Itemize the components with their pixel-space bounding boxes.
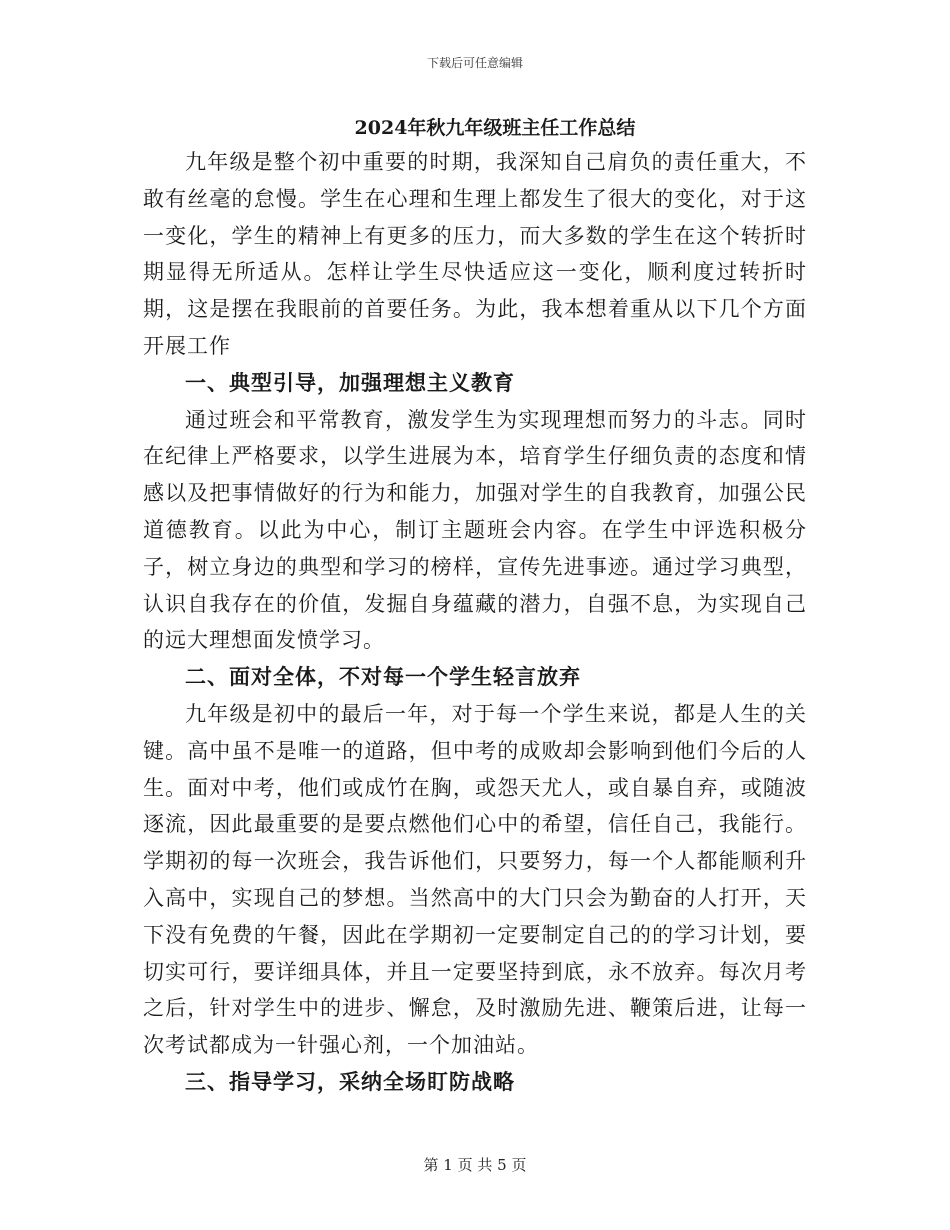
page-number: 第 1 页 共 5 页 — [423, 1156, 527, 1174]
section-3-heading: 三、指导学习，采纳全场盯防战略 — [185, 1068, 515, 1094]
header-note: 下载后可任意编辑 — [426, 56, 523, 70]
section-1-heading: 一、典型引导，加强理想主义教育 — [185, 369, 515, 395]
section-1-paragraph: 通过班会和平常教育，激发学生为实现理想而努力的斗志。同时在纪律上严格要求，以学生进展为本，培育学生仔细负责的态度和情感以及把事情做好的行为和能力，加强对学生的自我教育，加强公民道德教育。以此为中心，制订主题班会内容。在学生中评选积极分子，树立身边的典型和学习的榜样，宣传先进事迹。通过学习典型，认识自我存在的价值，发掘自身蕴藏的潜力，自强不息，为实现自己的远大理想面发愤学习。 — [143, 407, 807, 653]
document-body — [143, 112, 807, 1101]
document-title: 2024年秋九年级班主任工作总结 — [354, 117, 636, 139]
section-2-heading: 二、面对全体，不对每一个学生轻言放弃 — [185, 664, 581, 690]
intro-paragraph: 九年级是整个初中重要的时期，我深知自己肩负的责任重大，不敢有丝毫的怠慢。学生在心理和生理上都发生了很大的变化，对于这一变化，学生的精神上有更多的压力，而大多数的学生在这个转折时期显得无所适从。怎样让学生尽快适应这一变化，顺利度过转折时期，这是摆在我眼前的首要任务。为此，我本想着重从以下几个方面开展工作 — [143, 150, 807, 358]
section-2-paragraph: 九年级是初中的最后一年，对于每一个学生来说，都是人生的关键。高中虽不是唯一的道路，但中考的成败却会影响到他们今后的人生。面对中考，他们或成竹在胸，或怨天尤人，或自暴自弃，或随波逐流，因此最重要的是要点燃他们心中的希望，信任自己，我能行。学期初的每一次班会，我告诉他们，只要努力，每一个人都能顺利升入高中，实现自己的梦想。当然高中的大门只会为勤奋的人打开，天下没有免费的午餐，因此在学期初一定要制定自己的的学习计划，要切实可行，要详细具体，并且一定要坚持到底，永不放弃。每次月考之后，针对学生中的进步、懈怠，及时激励先进、鞭策后进，让每一次考试都成为一针强心剂，一个加油站。 — [143, 701, 807, 1058]
